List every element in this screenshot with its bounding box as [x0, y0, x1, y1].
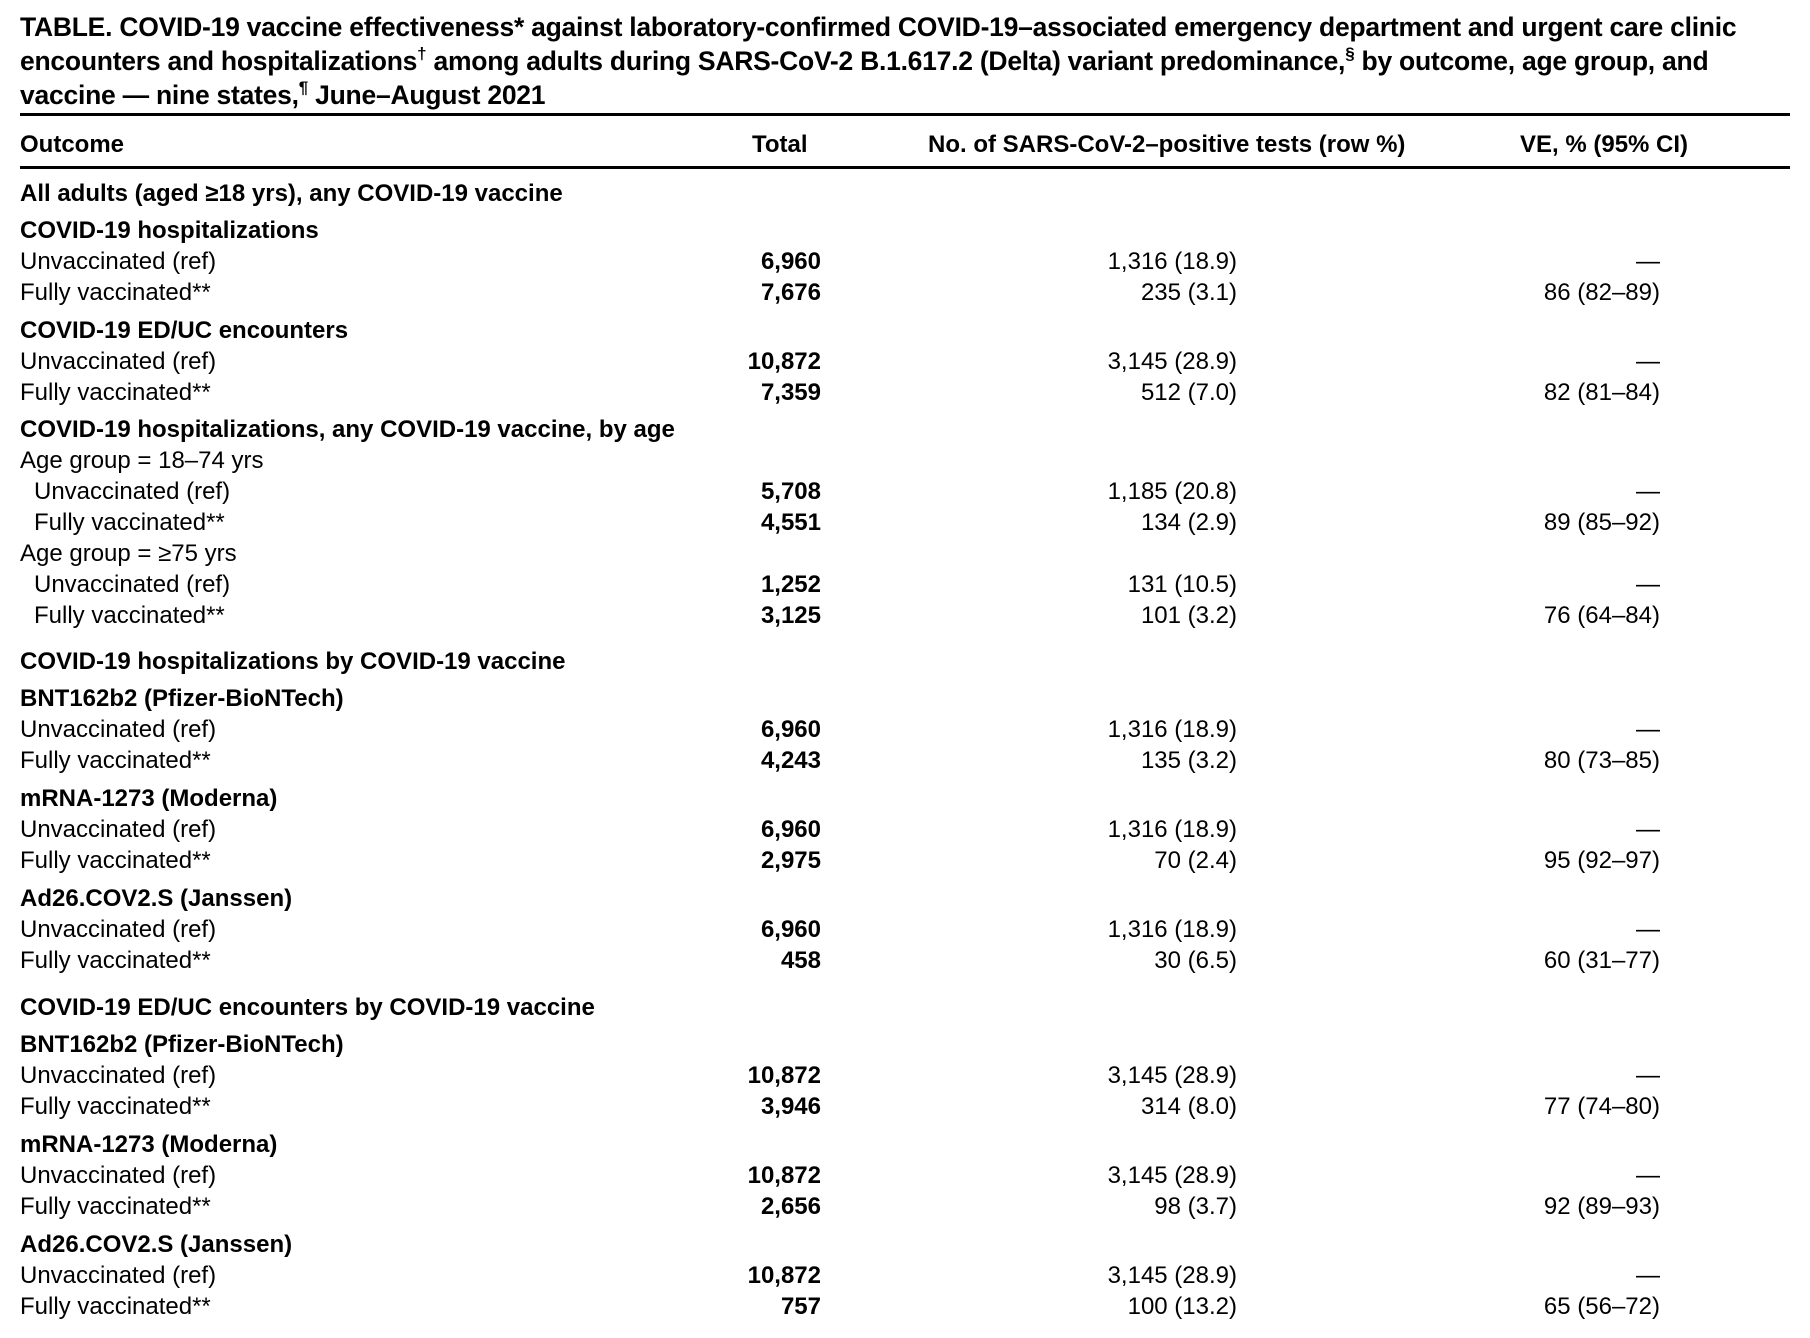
- ve-cell: —: [1636, 1162, 1660, 1189]
- footnote-section: §: [1345, 44, 1355, 63]
- ve-cell: 77 (74–80): [1543, 1093, 1660, 1120]
- positive-tests-cell: 1,316 (18.9): [1107, 248, 1237, 275]
- outcome-cell: Unvaccinated (ref): [20, 716, 217, 743]
- outcome-cell: Fully vaccinated**: [34, 509, 225, 536]
- total-cell: 7,359: [760, 379, 821, 406]
- positive-tests-cell: 1,316 (18.9): [1107, 716, 1237, 743]
- table-row: [0, 945, 1810, 976]
- ve-cell: —: [1636, 1062, 1660, 1089]
- outcome-cell: Fully vaccinated**: [20, 747, 211, 774]
- outcome-cell: Unvaccinated (ref): [20, 1162, 217, 1189]
- ve-cell: —: [1636, 348, 1660, 375]
- outcome-cell: Fully vaccinated**: [20, 379, 211, 406]
- table-row: [0, 346, 1810, 377]
- ve-cell: —: [1636, 248, 1660, 275]
- table-row: [0, 845, 1810, 876]
- group-header-row: [0, 1129, 1810, 1160]
- total-cell: 2,656: [760, 1193, 821, 1220]
- positive-tests-cell: 3,145 (28.9): [1107, 1262, 1237, 1289]
- outcome-cell: Fully vaccinated**: [20, 947, 211, 974]
- subgroup-row: [0, 445, 1810, 476]
- outcome-cell: All adults (aged ≥18 yrs), any COVID-19 vaccine: [20, 180, 563, 207]
- outcome-cell: Ad26.COV2.S (Janssen): [20, 1231, 293, 1258]
- ve-cell: —: [1636, 916, 1660, 943]
- outcome-cell: Unvaccinated (ref): [20, 916, 217, 943]
- table-row: [0, 600, 1810, 631]
- positive-tests-cell: 134 (2.9): [1140, 509, 1237, 536]
- positive-tests-cell: 314 (8.0): [1140, 1093, 1237, 1120]
- header-rule: [20, 166, 1790, 169]
- total-cell: 6,960: [760, 716, 821, 743]
- table-row: [0, 1060, 1810, 1091]
- outcome-cell: Unvaccinated (ref): [20, 816, 217, 843]
- positive-tests-cell: 100 (13.2): [1127, 1293, 1237, 1320]
- ve-cell: 89 (85–92): [1543, 509, 1660, 536]
- outcome-cell: COVID-19 hospitalizations, any COVID-19 vaccine, by age: [20, 416, 675, 443]
- ve-cell: 76 (64–84): [1543, 602, 1660, 629]
- group-header-row: [0, 215, 1810, 246]
- outcome-cell: BNT162b2 (Pfizer-BioNTech): [20, 1031, 344, 1058]
- table-row: [0, 507, 1810, 538]
- outcome-cell: BNT162b2 (Pfizer-BioNTech): [20, 685, 344, 712]
- total-cell: 5,708: [760, 478, 821, 505]
- outcome-cell: Age group = ≥75 yrs: [20, 540, 237, 567]
- positive-tests-cell: 3,145 (28.9): [1107, 348, 1237, 375]
- group-header-row: [0, 883, 1810, 914]
- outcome-cell: Unvaccinated (ref): [20, 1062, 217, 1089]
- group-header-row: [0, 1229, 1810, 1260]
- total-cell: 10,872: [747, 348, 821, 375]
- total-cell: 4,243: [760, 747, 821, 774]
- table-row: [0, 1091, 1810, 1122]
- ve-cell: —: [1636, 716, 1660, 743]
- positive-tests-cell: 3,145 (28.9): [1107, 1162, 1237, 1189]
- ve-cell: —: [1636, 1262, 1660, 1289]
- outcome-cell: Fully vaccinated**: [20, 847, 211, 874]
- footnote-pilcrow: ¶: [298, 78, 308, 97]
- total-cell: 6,960: [760, 248, 821, 275]
- positive-tests-cell: 70 (2.4): [1154, 847, 1237, 874]
- title-text: by outcome, age group, and vaccine — nine states,: [20, 46, 1709, 110]
- outcome-cell: COVID-19 ED/UC encounters: [20, 317, 349, 344]
- outcome-cell: COVID-19 hospitalizations: [20, 217, 319, 244]
- positive-tests-cell: 135 (3.2): [1140, 747, 1237, 774]
- footnote-dagger: †: [417, 44, 427, 63]
- group-header-row: [0, 315, 1810, 346]
- top-rule: [20, 113, 1790, 116]
- ve-cell: —: [1636, 478, 1660, 505]
- positive-tests-cell: 30 (6.5): [1154, 947, 1237, 974]
- ve-cell: —: [1636, 816, 1660, 843]
- total-cell: 2,975: [760, 847, 821, 874]
- table-row: [0, 377, 1810, 408]
- outcome-cell: Unvaccinated (ref): [20, 348, 217, 375]
- ve-cell: 86 (82–89): [1543, 279, 1660, 306]
- outcome-cell: mRNA-1273 (Moderna): [20, 1131, 278, 1158]
- positive-tests-cell: 101 (3.2): [1140, 602, 1237, 629]
- outcome-cell: mRNA-1273 (Moderna): [20, 785, 278, 812]
- total-cell: 6,960: [760, 916, 821, 943]
- section-header-row: [0, 178, 1810, 209]
- total-cell: 757: [780, 1293, 821, 1320]
- total-cell: 3,125: [760, 602, 821, 629]
- section-header-row: [0, 992, 1810, 1023]
- total-cell: 10,872: [747, 1062, 821, 1089]
- table-row: [0, 1191, 1810, 1222]
- group-header-row: [0, 783, 1810, 814]
- table-row: [0, 569, 1810, 600]
- title-text: June–August 2021: [308, 80, 546, 110]
- group-header-row: [0, 683, 1810, 714]
- column-header-outcome: Outcome: [20, 131, 125, 158]
- positive-tests-cell: 98 (3.7): [1154, 1193, 1237, 1220]
- positive-tests-cell: 1,185 (20.8): [1107, 478, 1237, 505]
- ve-cell: 95 (92–97): [1543, 847, 1660, 874]
- section-header-row: [0, 646, 1810, 677]
- positive-tests-cell: 512 (7.0): [1140, 379, 1237, 406]
- total-cell: 3,946: [760, 1093, 821, 1120]
- column-header-ve: VE, % (95% CI): [1520, 131, 1689, 158]
- outcome-cell: Fully vaccinated**: [20, 1193, 211, 1220]
- column-header-total: Total: [752, 131, 808, 158]
- outcome-cell: Unvaccinated (ref): [20, 248, 217, 275]
- outcome-cell: Unvaccinated (ref): [34, 478, 231, 505]
- table-row: [0, 476, 1810, 507]
- column-header-positive-tests: No. of SARS-CoV-2–positive tests (row %): [928, 131, 1406, 158]
- outcome-cell: Fully vaccinated**: [34, 602, 225, 629]
- table-title: [20, 10, 1795, 112]
- ve-cell: 65 (56–72): [1543, 1293, 1660, 1320]
- group-header-row: [0, 414, 1810, 445]
- positive-tests-cell: 235 (3.1): [1140, 279, 1237, 306]
- total-cell: 10,872: [747, 1262, 821, 1289]
- outcome-cell: Unvaccinated (ref): [34, 571, 231, 598]
- table-row: [0, 1260, 1810, 1291]
- outcome-cell: COVID-19 ED/UC encounters by COVID-19 vaccine: [20, 994, 595, 1021]
- subgroup-row: [0, 538, 1810, 569]
- table-row: [0, 714, 1810, 745]
- positive-tests-cell: 3,145 (28.9): [1107, 1062, 1237, 1089]
- table-row: [0, 1291, 1810, 1322]
- total-cell: 458: [780, 947, 821, 974]
- table-row: [0, 1160, 1810, 1191]
- table-row: [0, 814, 1810, 845]
- outcome-cell: Unvaccinated (ref): [20, 1262, 217, 1289]
- positive-tests-cell: 1,316 (18.9): [1107, 916, 1237, 943]
- table-row: [0, 246, 1810, 277]
- outcome-cell: Fully vaccinated**: [20, 1093, 211, 1120]
- table-row: [0, 914, 1810, 945]
- table-row: [0, 277, 1810, 308]
- outcome-cell: Fully vaccinated**: [20, 279, 211, 306]
- outcome-cell: Ad26.COV2.S (Janssen): [20, 885, 293, 912]
- outcome-cell: COVID-19 hospitalizations by COVID-19 vaccine: [20, 648, 566, 675]
- positive-tests-cell: 131 (10.5): [1127, 571, 1237, 598]
- ve-cell: 92 (89–93): [1543, 1193, 1660, 1220]
- positive-tests-cell: 1,316 (18.9): [1107, 816, 1237, 843]
- title-text: among adults during SARS-CoV-2 B.1.617.2 (Delta) variant predominance,: [426, 46, 1346, 76]
- ve-cell: 60 (31–77): [1543, 947, 1660, 974]
- total-cell: 6,960: [760, 816, 821, 843]
- total-cell: 4,551: [760, 509, 821, 536]
- group-header-row: [0, 1029, 1810, 1060]
- total-cell: 10,872: [747, 1162, 821, 1189]
- total-cell: 1,252: [760, 571, 821, 598]
- title-text: TABLE. COVID-19 vaccine effectiveness* against laboratory-confirmed COVID-19–associated emergency department and urgent care clinic encounters and hospitalizations: [20, 12, 1737, 76]
- outcome-cell: Fully vaccinated**: [20, 1293, 211, 1320]
- table-row: [0, 745, 1810, 776]
- ve-cell: 80 (73–85): [1543, 747, 1660, 774]
- ve-cell: 82 (81–84): [1543, 379, 1660, 406]
- total-cell: 7,676: [760, 279, 821, 306]
- outcome-cell: Age group = 18–74 yrs: [20, 447, 264, 474]
- ve-cell: —: [1636, 571, 1660, 598]
